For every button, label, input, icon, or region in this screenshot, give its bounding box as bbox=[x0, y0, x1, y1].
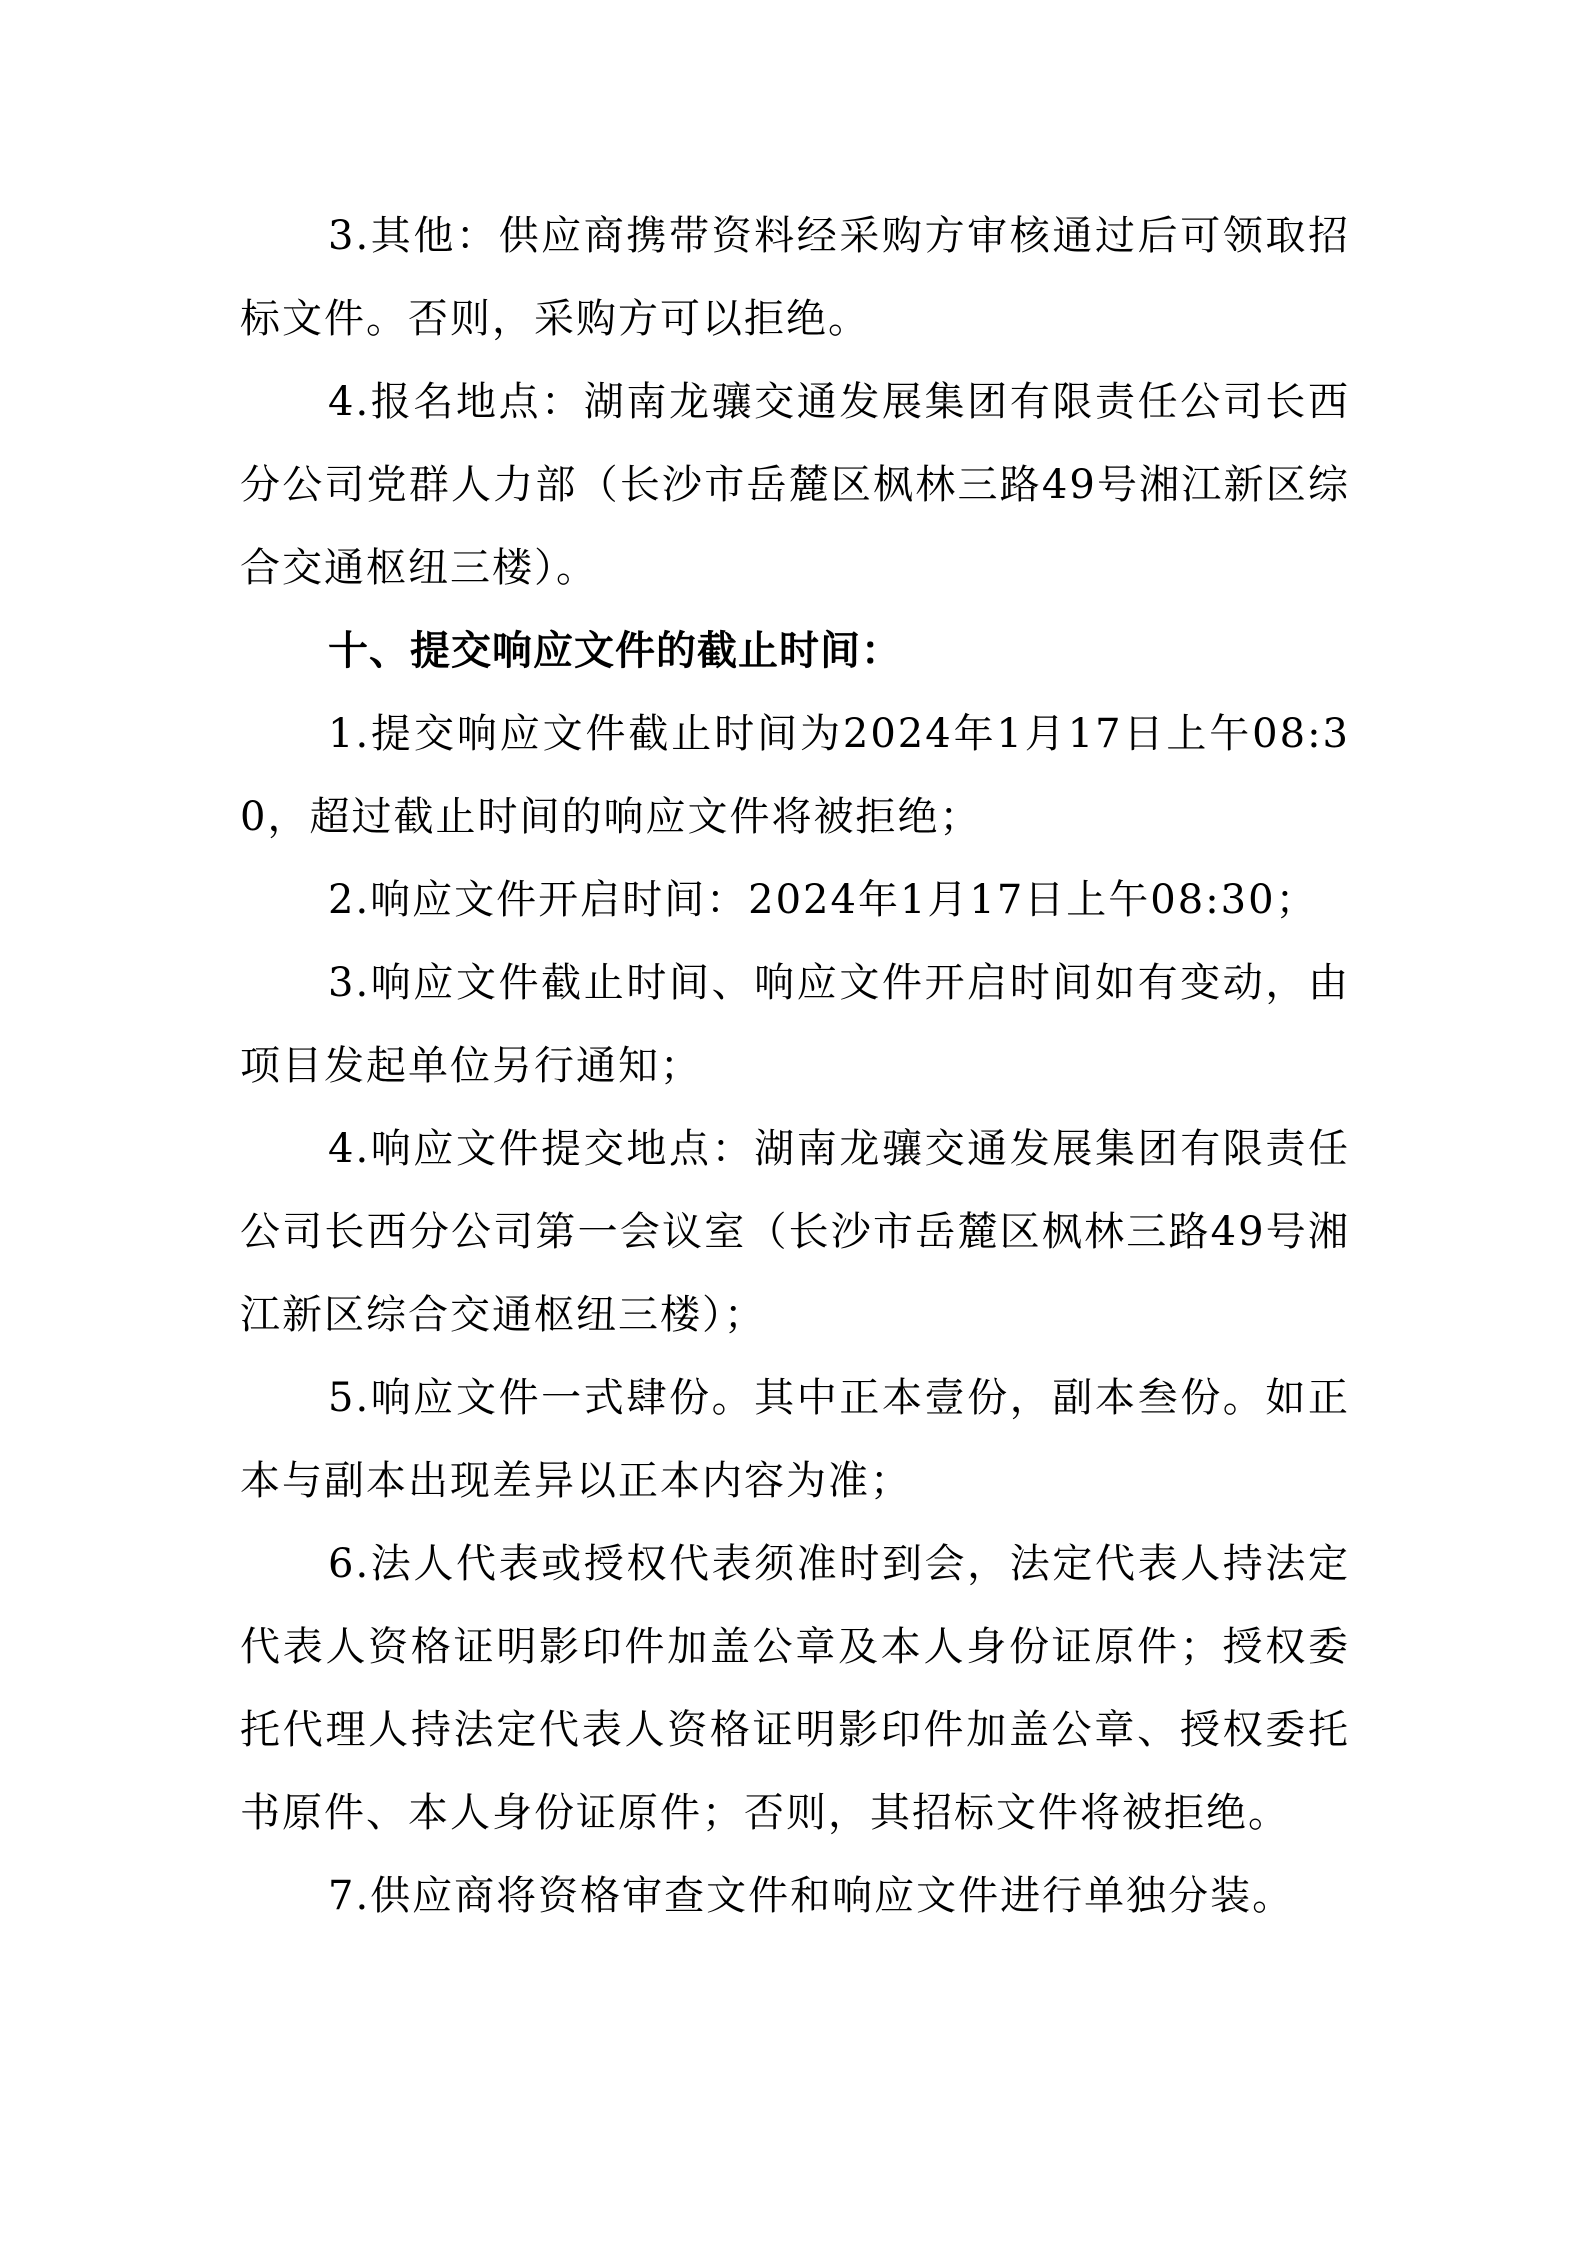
paragraph-submission-deadline: 1.提交响应文件截止时间为2024年1月17日上午08:30，超过截止时间的响应文件将被拒绝； bbox=[240, 711, 1350, 840]
paragraph-separate-packaging: 7.供应商将资格审查文件和响应文件进行单独分装。 bbox=[328, 1873, 1295, 1919]
paragraph-time-change-notice: 3.响应文件截止时间、响应文件开启时间如有变动，由项目发起单位另行通知； bbox=[240, 960, 1350, 1089]
paragraph-representative-attendance: 6.法人代表或授权代表须准时到会，法定代表人持法定代表人资格证明影印件加盖公章及本人身份证原件；授权委托代理人持法定代表人资格证明影印件加盖公章、授权委托书原件、本人身份证原件；否则，其招标文件将被拒绝。 bbox=[240, 1541, 1350, 1836]
section-heading-submission-deadline: 十、提交响应文件的截止时间： bbox=[328, 628, 902, 674]
paragraph-copies: 5.响应文件一式肆份。其中正本壹份，副本叁份。如正本与副本出现差异以正本内容为准； bbox=[240, 1375, 1350, 1504]
paragraph-opening-time: 2.响应文件开启时间：2024年1月17日上午08:30； bbox=[328, 877, 1318, 923]
paragraph-submission-location: 4.响应文件提交地点：湖南龙骧交通发展集团有限责任公司长西分公司第一会议室（长沙市岳麓区枫林三路49号湘江新区综合交通枢纽三楼）； bbox=[240, 1126, 1350, 1338]
paragraph-registration-location: 4.报名地点：湖南龙骧交通发展集团有限责任公司长西分公司党群人力部（长沙市岳麓区枫林三路49号湘江新区综合交通枢纽三楼）。 bbox=[240, 379, 1350, 591]
document-body bbox=[240, 195, 1350, 1938]
paragraph-other-requirements: 3.其他：供应商携带资料经采购方审核通过后可领取招标文件。否则，采购方可以拒绝。 bbox=[240, 213, 1350, 342]
